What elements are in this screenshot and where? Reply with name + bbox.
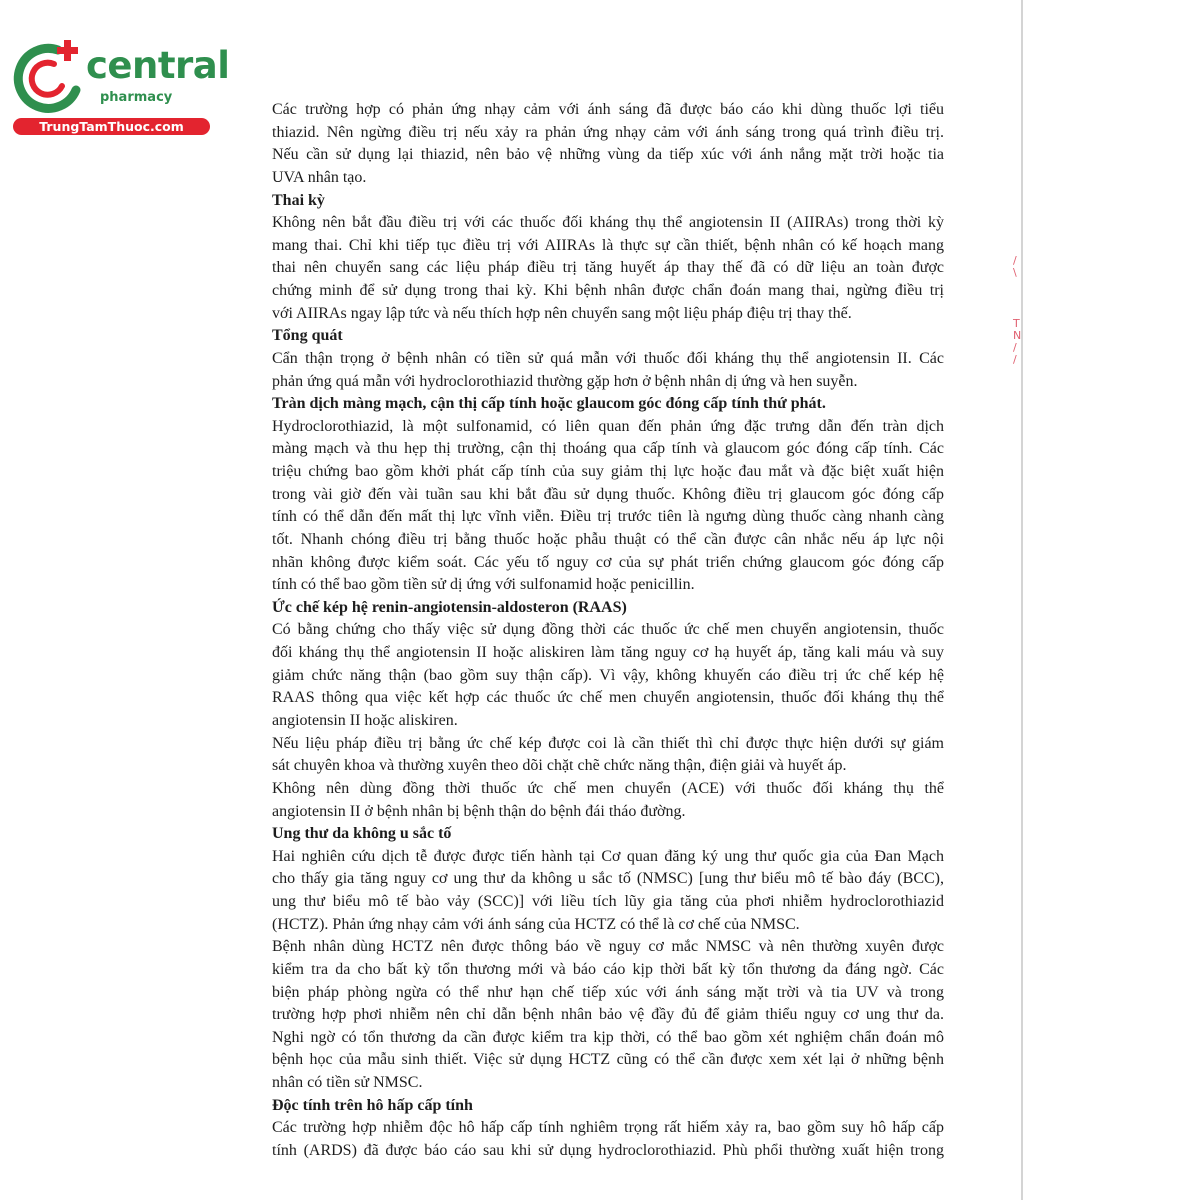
text-line: biện pháp phòng ngừa có thể như hạn chế tiếp xúc với ánh sáng mặt trời và tia UV và trong <box>272 983 944 1001</box>
text-line: UVA nhân tạo. <box>272 168 367 186</box>
logo-mark-icon <box>10 38 90 118</box>
text-line: tốt. Nhanh chóng điều trị bằng thuốc hoặc phẫu thuật có thể cần được cân nhắc nếu áp lực nội <box>272 530 944 548</box>
text-line: chứng minh để sử dụng trong thai kỳ. Khi bệnh nhân được chẩn đoán mang thai, ngừng điều trị <box>272 282 944 300</box>
text-line: tính (ARDS) đã được báo cáo sau khi sử dụng hydroclorothiazid. Phù phổi thường xuất hiện trong <box>272 1141 944 1159</box>
text-line: nhân có tiền sử NMSC. <box>272 1074 423 1092</box>
central-pharmacy-logo <box>10 38 230 138</box>
text-line: mang thai. Chỉ khi tiếp tục điều trị với AIIRAs là thực sự cần thiết, bệnh nhân có kế hoạch mang <box>272 236 944 254</box>
text-line: Không nên bắt đầu điều trị với các thuốc đối kháng thụ thể angiotensin II (AIIRAs) trong thời kỳ <box>272 214 944 232</box>
text-line: với AIIRAs ngay lập tức và nếu thích hợp nên chuyển sang một liệu pháp điệu trị thay thế. <box>272 304 852 322</box>
text-line: Có bằng chứng cho thấy việc sử dụng đồng thời các thuốc ức chế men chuyển angiotensin, thuốc <box>272 621 944 639</box>
text-line: trường hợp phơi nhiễm nên chỉ dẫn bệnh nhân bảo vệ đầy đủ để giảm thiểu nguy cơ ung thư da. <box>272 1006 944 1024</box>
page-edge <box>1021 0 1023 1200</box>
text-line: Nếu liệu pháp điều trị bằng ức chế kép được coi là cần thiết thì chỉ được thực hiện dưới sự giám <box>272 734 944 752</box>
text-line: (HCTZ). Phản ứng nhạy cảm với ánh sáng của HCTZ có thể là cơ chế của NMSC. <box>272 915 800 933</box>
section-heading: Thai kỳ <box>272 191 325 209</box>
text-line: cho thấy gia tăng nguy cơ ung thư da không u sắc tố (NMSC) [ung thư biểu mô tế bào đáy (BCC), <box>272 870 944 888</box>
text-line: Cẩn thận trọng ở bệnh nhân có tiền sử quá mẫn với thuốc đối kháng thụ thể angiotensin II. Các <box>272 349 944 367</box>
text-line: RAAS thông qua việc kết hợp các thuốc ức chế men chuyển angiotensin, thuốc đối kháng thụ thể <box>272 689 944 707</box>
stamp-mark-icon: T N / / <box>1013 317 1022 366</box>
text-line: nhãn không được kiểm soát. Các yếu tố nguy cơ của sự phát triển chứng glaucom góc đóng cấp <box>272 553 944 571</box>
text-line: thiazid. Nên ngừng điều trị nếu xảy ra phản ứng nhạy cảm với ánh sáng trong quá trình điều trị. <box>272 123 944 141</box>
text-line: Nghi ngờ có tổn thương da cần được kiểm tra kịp thời, có thể bao gồm xét nghiệm chẩn đoán mô <box>272 1028 944 1046</box>
section-heading: Tràn dịch màng mạch, cận thị cấp tính hoặc glaucom góc đóng cấp tính thứ phát. <box>272 395 826 413</box>
text-line: triệu chứng bao gồm khởi phát cấp tính của suy giảm thị lực hoặc đau mắt và đặc biệt xuất hiện <box>272 463 944 481</box>
stamp-mark-icon: / \ <box>1013 254 1017 279</box>
logo-brand: central <box>86 44 230 87</box>
text-line: giảm chức năng thận (bao gồm suy thận cấp). Vì vậy, không khuyến cáo điều trị ức chế kép hệ <box>272 666 944 684</box>
text-line: đối kháng thụ thể angiotensin II hoặc aliskiren làm tăng nguy cơ hạ huyết áp, tăng kali máu và suy <box>272 644 944 662</box>
text-line: kiểm tra da cho bất kỳ tổn thương mới và báo cáo kịp thời bất kỳ tổn thương da đáng ngờ. Các <box>272 960 944 978</box>
text-line: tính có thể bao gồm tiền sử dị ứng với sulfonamid hoặc penicillin. <box>272 576 695 594</box>
text-line: ung thư biểu mô tế bào vảy (SCC)] với liều tích lũy gia tăng của phơi nhiễm hydroclorothiazid <box>272 893 944 911</box>
text-line: Nếu cần sử dụng lại thiazid, nên bảo vệ những vùng da tiếp xúc với ánh nắng mặt trời hoặc tia <box>272 146 944 164</box>
logo-sub: pharmacy <box>100 90 173 105</box>
section-heading: Ức chế kép hệ renin-angiotensin-aldosteron (RAAS) <box>272 598 627 616</box>
text-line: trong vài giờ đến vài tuần sau khi bắt đầu sử dụng thuốc. Không điều trị glaucom góc đóng cấp <box>272 485 944 503</box>
text-line: angiotensin II ở bệnh nhân bị bệnh thận do bệnh đái tháo đường. <box>272 802 686 820</box>
text-line: Hai nghiên cứu dịch tễ được được tiến hành tại Cơ quan đăng ký ung thư quốc gia của Đan Mạch <box>272 847 944 865</box>
text-line: màng mạch và thu hẹp thị trường, cận thị thoáng qua cấp tính và glaucom góc đóng cấp tính. Các <box>272 440 944 458</box>
text-line: thai nên chuyển sang các liệu pháp điều trị tăng huyết áp thay thế đã có dữ liệu an toàn được <box>272 259 944 277</box>
text-line: bệnh học của mẫu sinh thiết. Việc sử dụng HCTZ cũng có thể cần được xem xét lại ở những bệnh <box>272 1051 944 1069</box>
text-line: Hydroclorothiazid, là một sulfonamid, có liên quan đến phản ứng đặc trưng dẫn đến tràn dịch <box>272 417 944 435</box>
section-heading: Ung thư da không u sắc tố <box>272 825 452 843</box>
text-line: Các trường hợp có phản ứng nhạy cảm với ánh sáng đã được báo cáo khi dùng thuốc lợi tiểu <box>272 101 944 118</box>
text-line: Bệnh nhân dùng HCTZ nên được thông báo về nguy cơ mắc NMSC và nên thường xuyên được <box>272 938 944 956</box>
text-line: angiotensin II hoặc aliskiren. <box>272 712 458 729</box>
text-line: Không nên dùng đồng thời thuốc ức chế men chuyển (ACE) với thuốc đối kháng thụ thể <box>272 779 944 797</box>
text-line: Các trường hợp nhiễm độc hô hấp cấp tính nghiêm trọng rất hiếm xảy ra, bao gồm suy hô hấp cấp <box>272 1119 944 1137</box>
section-heading: Tổng quát <box>272 327 343 345</box>
text-line: tính có thể dẫn đến mất thị lực vĩnh viễn. Điều trị trước tiên là ngưng dùng thuốc càng nhanh càng <box>272 508 944 526</box>
section-heading: Độc tính trên hô hấp cấp tính <box>272 1096 473 1114</box>
logo-site: TrungTamThuoc.com <box>13 118 210 135</box>
text-line: phản ứng quá mẫn với hydroclorothiazid thường gặp hơn ở bệnh nhân dị ứng và hen suyễn. <box>272 372 858 390</box>
text-line: sát chuyên khoa và thường xuyên theo dõi chặt chẽ chức năng thận, điện giải và huyết áp. <box>272 757 847 775</box>
